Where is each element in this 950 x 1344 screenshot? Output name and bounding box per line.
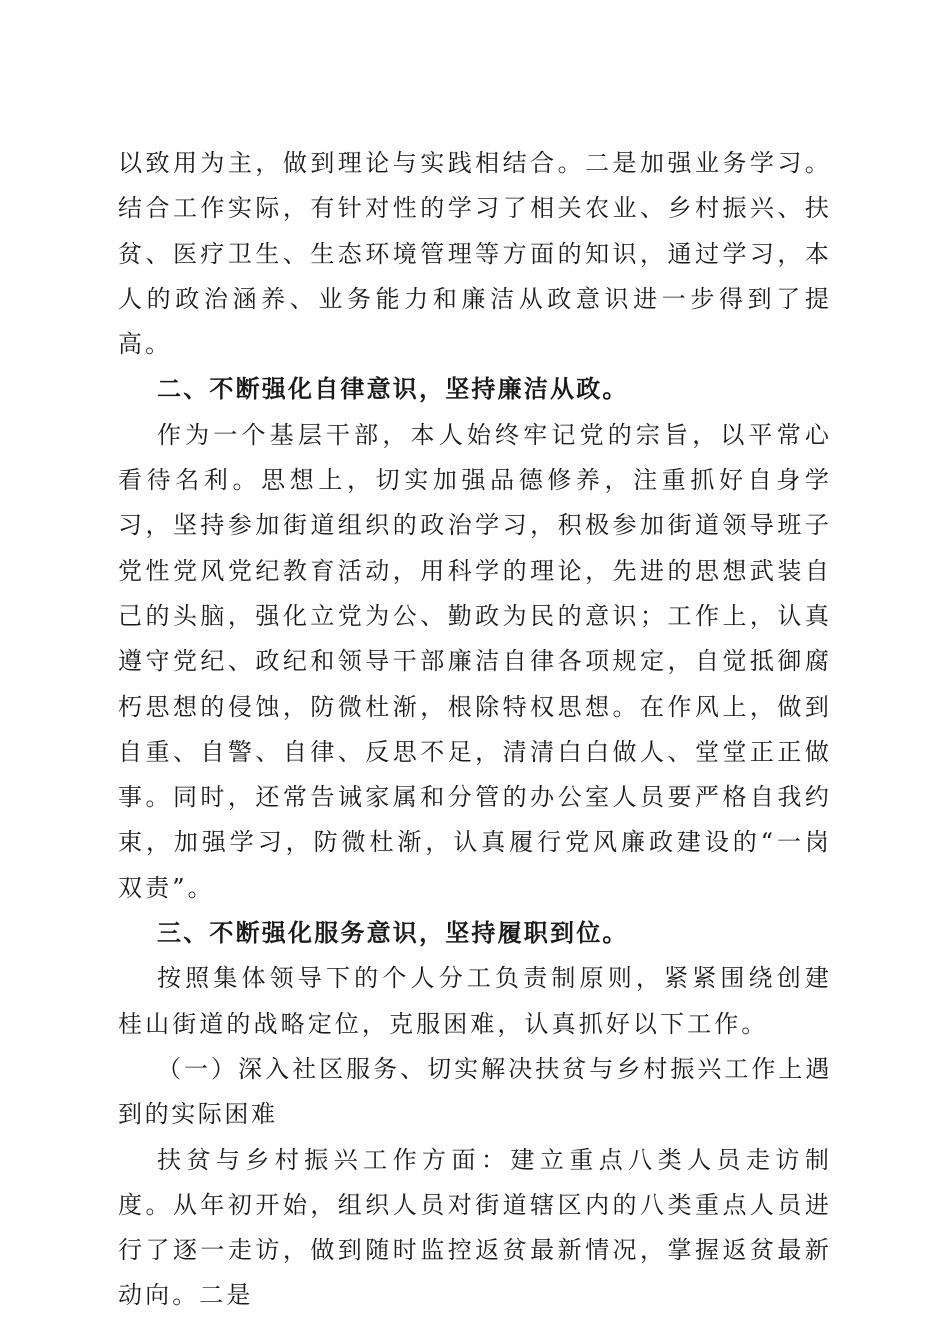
paragraph-service-intro: 按照集体领导下的个人分工负责制原则，紧紧围绕创建桂山街道的战略定位，克服困难，认真抓好以下工作。 (118, 964, 832, 1038)
paragraph-discipline: 作为一个基层干部，本人始终牢记党的宗旨，以平常心看待名利。思想上，切实加强品德修养，注重抓好自身学习，坚持参加街道组织的政治学习，积极参加街道领导班子党性党风党纪教育活动，用科学的理论，先进的思想武装自己的头脑，强化立党为公、勤政为民的意识；工作上，认真遵守党纪、政纪和领导干部廉洁自律各项规定，自觉抵御腐朽思想的侵蚀，防微杜渐，根除特权思想。在作风上，做到自重、自警、自律、反思不足，清清白白做人、堂堂正正做事。同时，还常告诫家属和分管的办公室人员要严格自我约束，加强学习，防微杜渐，认真履行党风廉政建设的“一岗双责”。 (118, 420, 832, 902)
paragraph-poverty-revitalization: 扶贫与乡村振兴工作方面：建立重点八类人员走访制度。从年初开始，组织人员对街道辖区内的八类重点人员进行了逐一走访，做到随时监控返贫最新情况，掌握返贫最新动向。二是 (118, 1145, 832, 1310)
document-body (118, 141, 832, 1319)
section-heading-discipline: 二、不断强化自律意识，坚持廉洁从政。 (157, 375, 629, 404)
paragraph-study-continuation: 以致用为主，做到理论与实践相结合。二是加强业务学习。结合工作实际，有针对性的学习了相关农业、乡村振兴、扶贫、医疗卫生、生态环境管理等方面的知识，通过学习，本人的政治涵养、业务能力和廉洁从政意识进一步得到了提高。 (118, 149, 832, 359)
subsection-heading-community: （一）深入社区服务、切实解决扶贫与乡村振兴工作上遇到的实际困难 (118, 1054, 832, 1129)
section-heading-service: 三、不断强化服务意识，坚持履职到位。 (157, 919, 629, 948)
